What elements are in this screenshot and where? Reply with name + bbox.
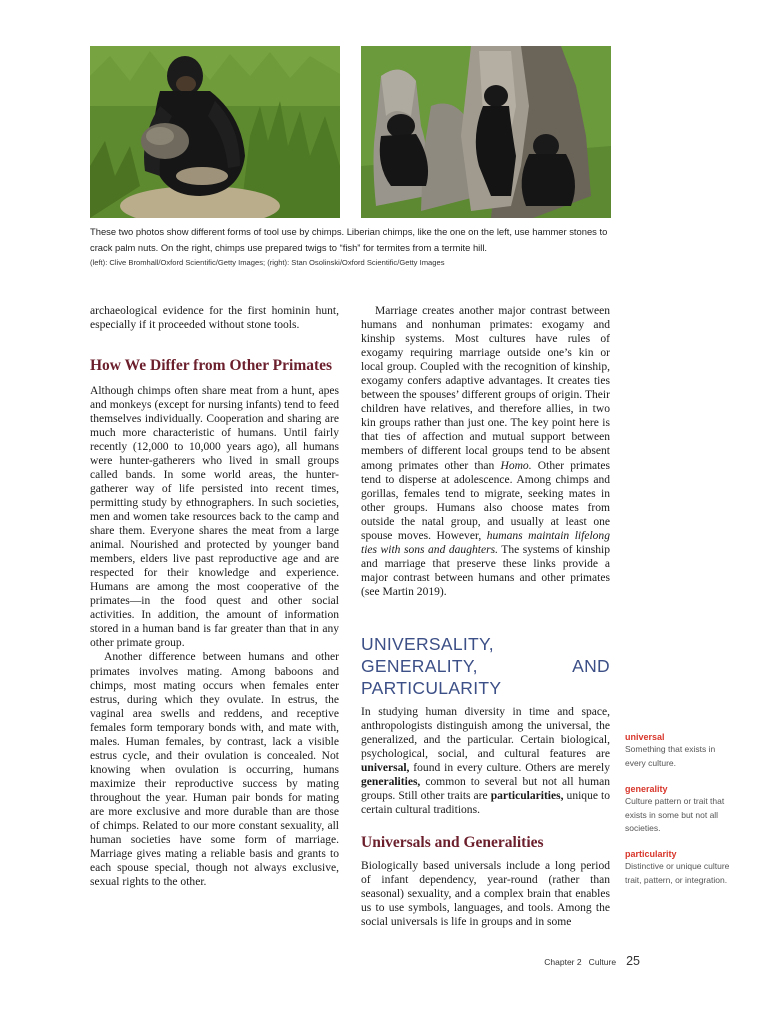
figure-caption bbox=[90, 224, 620, 269]
paragraph-universals: Biologically based universals include a long period of infant dependency, year-round (rather than seasonal) sexuality, and a complex brain that enables us to use symbols, languages, and tools. Among the social universals is life in groups and in some bbox=[361, 859, 610, 929]
glossary-term: generality bbox=[625, 784, 668, 794]
chapter-label: Chapter 2 Culture bbox=[544, 957, 617, 967]
section-heading-universals: Universals and Generalities bbox=[361, 834, 544, 852]
paragraph-diversity: In studying human diversity in time and space, anthropologists distinguish among the universal, the generalized, and the particular. Certain biological, psychological, social, and cultural features are universal, found in every culture. Others are merely generalities, common to several but not all human groups. Still other traits are particularities, unique to certain cultural traditions. bbox=[361, 705, 610, 817]
glossary-definition: Something that exists in every culture. bbox=[625, 744, 716, 768]
chimps-termite-fishing-photo bbox=[361, 46, 611, 218]
term-generalities: generalities, bbox=[361, 776, 421, 789]
glossary-entry-generality bbox=[625, 783, 735, 836]
right-column bbox=[361, 304, 610, 929]
chimp-hammer-stone-photo bbox=[90, 46, 340, 218]
glossary-definition: Culture pattern or trait that exists in some but not all societies. bbox=[625, 796, 725, 833]
caption-text: These two photos show different forms of tool use by chimps. Liberian chimps, like the one on the left, use hammer stones to crack palm nuts. On the right, chimps use prepared twigs to “fish” for termites from a termite hill. bbox=[90, 226, 608, 253]
glossary-entry-particularity bbox=[625, 848, 735, 887]
paragraph-continued: archaeological evidence for the first hominin hunt, especially if it proceeded without stone tools. bbox=[90, 305, 339, 332]
glossary-definition: Distinctive or unique culture trait, pattern, or integration. bbox=[625, 861, 730, 885]
term-particularities: particularities, bbox=[490, 790, 564, 803]
page-number: 25 bbox=[626, 954, 640, 968]
glossary-term: universal bbox=[625, 732, 665, 742]
paragraph-sharing: Although chimps often share meat from a hunt, apes and monkeys (except for nursing infants) tend to feed themselves individually. Cooperation and sharing are much more characteristic of humans. Until fairly recently (12,000 to 10,000 years ago), all humans were hunter-gatherers who lived in small groups called bands. In some world areas, the hunter-gatherer way of life persisted into recent times, permitting study by ethnographers. In such societies, men and women take resources back to the camp and share them. Everyone shares the meat from a large animal. Nourished and protected by younger band members, elders live past reproductive age and are respected for their knowledge and experience. Humans are among the most cooperative of the primates—in the food quest and other social activities. In addition, the amount of information stored in a human band is far greater than that in any other primate group. bbox=[90, 384, 339, 650]
major-heading-universality: UNIVERSALITY, GENERALITY, AND PARTICULARITY bbox=[361, 633, 610, 698]
photo-credit: (left): Clive Bromhall/Oxford Scientific/Getty Images; (right): Stan Osolinski/Oxford Scientific/Getty Images bbox=[90, 258, 445, 267]
page-footer bbox=[500, 952, 640, 970]
paragraph-marriage: Marriage creates another major contrast between humans and nonhuman primates: exogamy and kinship systems. Most cultures have rules of exogamy requiring marriage outside one’s kin or local group. Coupled with the recognition of kinship, exogamy confers adaptive advantages. It creates ties between the spouses’ different groups of origin. Their children have relatives, and therefore allies, in two kin groups rather than just one. The key point here is that ties of affection and mutual support between members of different local groups tend to be absent among primates other than Homo. Other primates tend to disperse at adolescence. Among chimps and gorillas, females tend to migrate, seeking mates in other groups. Humans also choose mates from outside the natal group, and usually at least one spouse moves. However, humans maintain lifelong ties with sons and daughters. The systems of kinship and marriage that preserve these links provide a major contrast between humans and other primates (see Martin 2019). bbox=[361, 305, 611, 598]
left-column bbox=[90, 304, 339, 889]
glossary-term: particularity bbox=[625, 849, 677, 859]
term-universal: universal, bbox=[361, 762, 410, 775]
section-heading-how-we-differ: How We Differ from Other Primates bbox=[90, 357, 333, 375]
glossary-entry-universal bbox=[625, 731, 735, 770]
paragraph-mating: Another difference between humans and other primates involves mating. Among baboons and chimps, most mating occurs when females enter estrus, during which they ovulate. In estrus, the vaginal area swells and reddens, and receptive females form temporary bonds with, and mate with, males. Human females, by contrast, lack a visible estrus cycle, and their ovulation is concealed. Not knowing when ovulation is occurring, humans maximize their reproductive success by mating throughout the year. Human pair bonds for mating are more exclusive and more durable than are those of chimps. Related to our more constant sexuality, all human societies have some form of marriage. Marriage gives mating a reliable basis and grants to each spouse special, though not always exclusive, sexual rights to the other. bbox=[90, 651, 339, 889]
